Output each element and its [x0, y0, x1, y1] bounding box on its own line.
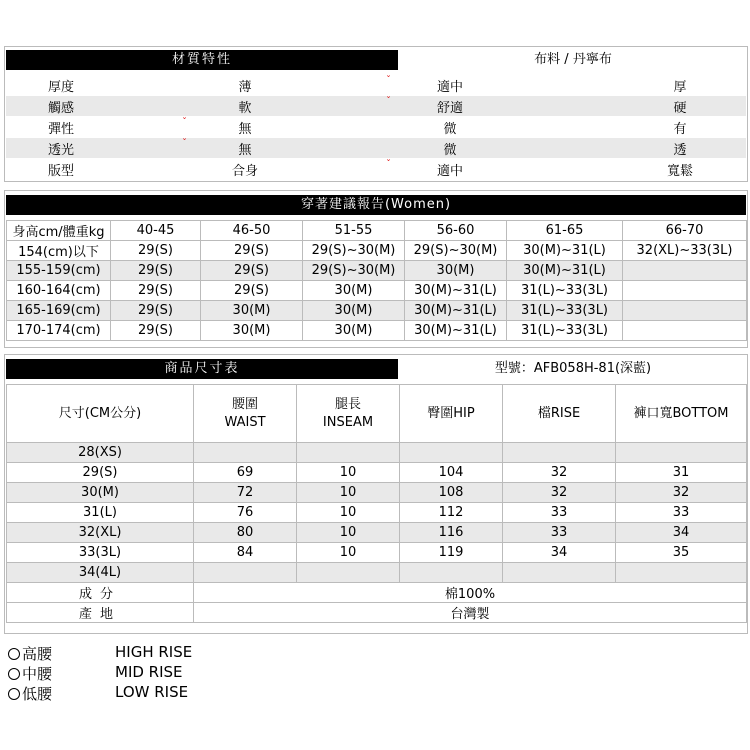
table-row	[7, 543, 747, 563]
circle-icon	[8, 688, 20, 700]
size-col-header: 尺寸(CM公分)	[7, 385, 194, 443]
material-mid: 適中	[436, 163, 463, 179]
selection-tick: ˇ	[386, 159, 391, 170]
table-row	[7, 241, 747, 261]
material-low: 無	[238, 121, 252, 137]
size-suggestion	[623, 281, 747, 301]
wear-col-header: 身高cm/體重kg	[7, 221, 111, 241]
material-label: 觸感	[47, 100, 74, 116]
fabric-label: 布料 / 丹寧布	[534, 52, 612, 67]
size-suggestion	[623, 321, 747, 341]
size-suggestion: 30(M)	[201, 301, 303, 321]
size-suggestion: 29(S)	[201, 261, 303, 281]
size-col-header: 檔RISE	[503, 385, 616, 443]
origin-value: 台灣製	[194, 603, 747, 623]
wear-table	[6, 220, 747, 341]
wear-col-header: 61-65	[507, 221, 623, 241]
table-row	[7, 301, 747, 321]
composition-value: 棉100%	[194, 583, 747, 603]
measurement	[297, 563, 400, 583]
material-label: 彈性	[47, 121, 74, 137]
material-mid: 微	[443, 121, 457, 137]
size-suggestion: 30(M)	[303, 301, 405, 321]
size-suggestion: 29(S)~30(M)	[303, 241, 405, 261]
size-label: 34(4L)	[7, 563, 194, 583]
size-suggestion: 32(XL)~33(3L)	[623, 241, 747, 261]
size-col-header: 褲口寬BOTTOM	[616, 385, 747, 443]
measurement	[297, 443, 400, 463]
legend-zh-text: 中腰	[22, 665, 53, 683]
legend-zh-text: 低腰	[22, 685, 53, 703]
size-label: 28(XS)	[7, 443, 194, 463]
material-high: 厚	[673, 79, 687, 95]
material-high: 硬	[673, 100, 687, 116]
material-mid: 微	[443, 142, 457, 158]
measurement: 33	[503, 503, 616, 523]
size-suggestion: 31(L)~33(3L)	[507, 321, 623, 341]
table-row	[7, 523, 747, 543]
size-table	[6, 384, 747, 623]
size-label: 29(S)	[7, 463, 194, 483]
measurement: 69	[194, 463, 297, 483]
wear-col-header: 51-55	[303, 221, 405, 241]
selection-tick: ˇ	[182, 138, 187, 149]
size-suggestion: 30(M)	[201, 321, 303, 341]
wear-col-header: 56-60	[405, 221, 507, 241]
legend-en: MID RISE	[115, 663, 183, 681]
measurement: 104	[400, 463, 503, 483]
material-label: 厚度	[47, 79, 74, 95]
material-low: 無	[238, 142, 252, 158]
table-row	[7, 261, 747, 281]
size-header: 商品尺寸表	[6, 359, 398, 379]
measurement	[503, 563, 616, 583]
size-suggestion: 31(L)~33(3L)	[507, 281, 623, 301]
measurement: 116	[400, 523, 503, 543]
height-range: 154(cm)以下	[7, 241, 111, 261]
measurement	[616, 563, 747, 583]
material-low: 薄	[238, 79, 252, 95]
composition-label: 成分	[7, 583, 194, 603]
measurement: 119	[400, 543, 503, 563]
measurement: 10	[297, 463, 400, 483]
measurement	[194, 563, 297, 583]
material-high: 寬鬆	[666, 163, 693, 179]
table-row	[7, 503, 747, 523]
height-range: 155-159(cm)	[7, 261, 111, 281]
size-suggestion: 29(S)	[111, 281, 201, 301]
material-mid: 舒適	[436, 100, 463, 116]
measurement: 35	[616, 543, 747, 563]
size-col-header: 腿長 INSEAM	[297, 385, 400, 443]
measurement: 80	[194, 523, 297, 543]
size-suggestion: 30(M)	[303, 281, 405, 301]
measurement: 10	[297, 523, 400, 543]
measurement	[400, 443, 503, 463]
size-suggestion: 29(S)	[111, 241, 201, 261]
measurement: 32	[503, 483, 616, 503]
size-suggestion: 29(S)	[111, 261, 201, 281]
legend-en: LOW RISE	[115, 683, 189, 701]
table-row	[7, 463, 747, 483]
size-suggestion: 29(S)	[201, 281, 303, 301]
model-number: 型號：AFB058H-81(深藍)	[494, 361, 652, 376]
size-suggestion: 30(M)~31(L)	[405, 301, 507, 321]
size-suggestion: 29(S)	[111, 321, 201, 341]
size-suggestion: 30(M)~31(L)	[507, 261, 623, 281]
size-col-header: 腰圍 WAIST	[194, 385, 297, 443]
selection-tick: ˇ	[386, 96, 391, 107]
measurement: 76	[194, 503, 297, 523]
size-col-header: 臀圍HIP	[400, 385, 503, 443]
selection-tick: ˇ	[182, 117, 187, 128]
size-suggestion: 30(M)~31(L)	[405, 321, 507, 341]
wear-col-header: 40-45	[111, 221, 201, 241]
measurement	[194, 443, 297, 463]
measurement: 10	[297, 483, 400, 503]
circle-icon	[8, 668, 20, 680]
legend-en: HIGH RISE	[115, 643, 193, 661]
size-suggestion: 29(S)	[111, 301, 201, 321]
measurement: 33	[616, 503, 747, 523]
height-range: 165-169(cm)	[7, 301, 111, 321]
legend-zh-text: 高腰	[22, 645, 53, 663]
size-suggestion: 30(M)~31(L)	[507, 241, 623, 261]
size-label: 32(XL)	[7, 523, 194, 543]
height-range: 160-164(cm)	[7, 281, 111, 301]
legend-zh	[8, 643, 52, 664]
wear-col-header: 46-50	[201, 221, 303, 241]
selection-tick: ˇ	[386, 75, 391, 86]
wear-header: 穿著建議報告(Women)	[6, 195, 746, 215]
material-header: 材質特性	[6, 50, 398, 70]
table-row	[7, 483, 747, 503]
height-range: 170-174(cm)	[7, 321, 111, 341]
size-suggestion	[623, 301, 747, 321]
measurement: 10	[297, 543, 400, 563]
material-label: 版型	[47, 163, 74, 179]
measurement: 10	[297, 503, 400, 523]
measurement: 72	[194, 483, 297, 503]
circle-icon	[8, 648, 20, 660]
legend-zh	[8, 663, 52, 684]
measurement: 112	[400, 503, 503, 523]
origin-label: 產地	[7, 603, 194, 623]
table-row	[7, 563, 747, 583]
measurement: 33	[503, 523, 616, 543]
measurement: 31	[616, 463, 747, 483]
size-suggestion: 31(L)~33(3L)	[507, 301, 623, 321]
size-label: 30(M)	[7, 483, 194, 503]
table-row	[7, 281, 747, 301]
material-high: 透	[673, 142, 687, 158]
measurement: 108	[400, 483, 503, 503]
size-suggestion: 30(M)~31(L)	[405, 281, 507, 301]
material-low: 合身	[231, 163, 258, 179]
measurement: 32	[503, 463, 616, 483]
size-label: 31(L)	[7, 503, 194, 523]
size-suggestion: 29(S)~30(M)	[405, 241, 507, 261]
measurement	[616, 443, 747, 463]
size-suggestion: 30(M)	[405, 261, 507, 281]
table-row	[7, 443, 747, 463]
measurement: 34	[503, 543, 616, 563]
measurement	[400, 563, 503, 583]
size-suggestion: 29(S)~30(M)	[303, 261, 405, 281]
size-suggestion: 30(M)	[303, 321, 405, 341]
wear-col-header: 66-70	[623, 221, 747, 241]
material-high: 有	[673, 121, 687, 137]
material-mid: 適中	[436, 79, 463, 95]
size-label: 33(3L)	[7, 543, 194, 563]
table-row	[7, 321, 747, 341]
size-suggestion	[623, 261, 747, 281]
measurement: 34	[616, 523, 747, 543]
measurement: 84	[194, 543, 297, 563]
measurement: 32	[616, 483, 747, 503]
measurement	[503, 443, 616, 463]
size-suggestion: 29(S)	[201, 241, 303, 261]
legend-zh	[8, 683, 52, 704]
material-label: 透光	[47, 142, 74, 158]
material-low: 軟	[238, 100, 252, 116]
